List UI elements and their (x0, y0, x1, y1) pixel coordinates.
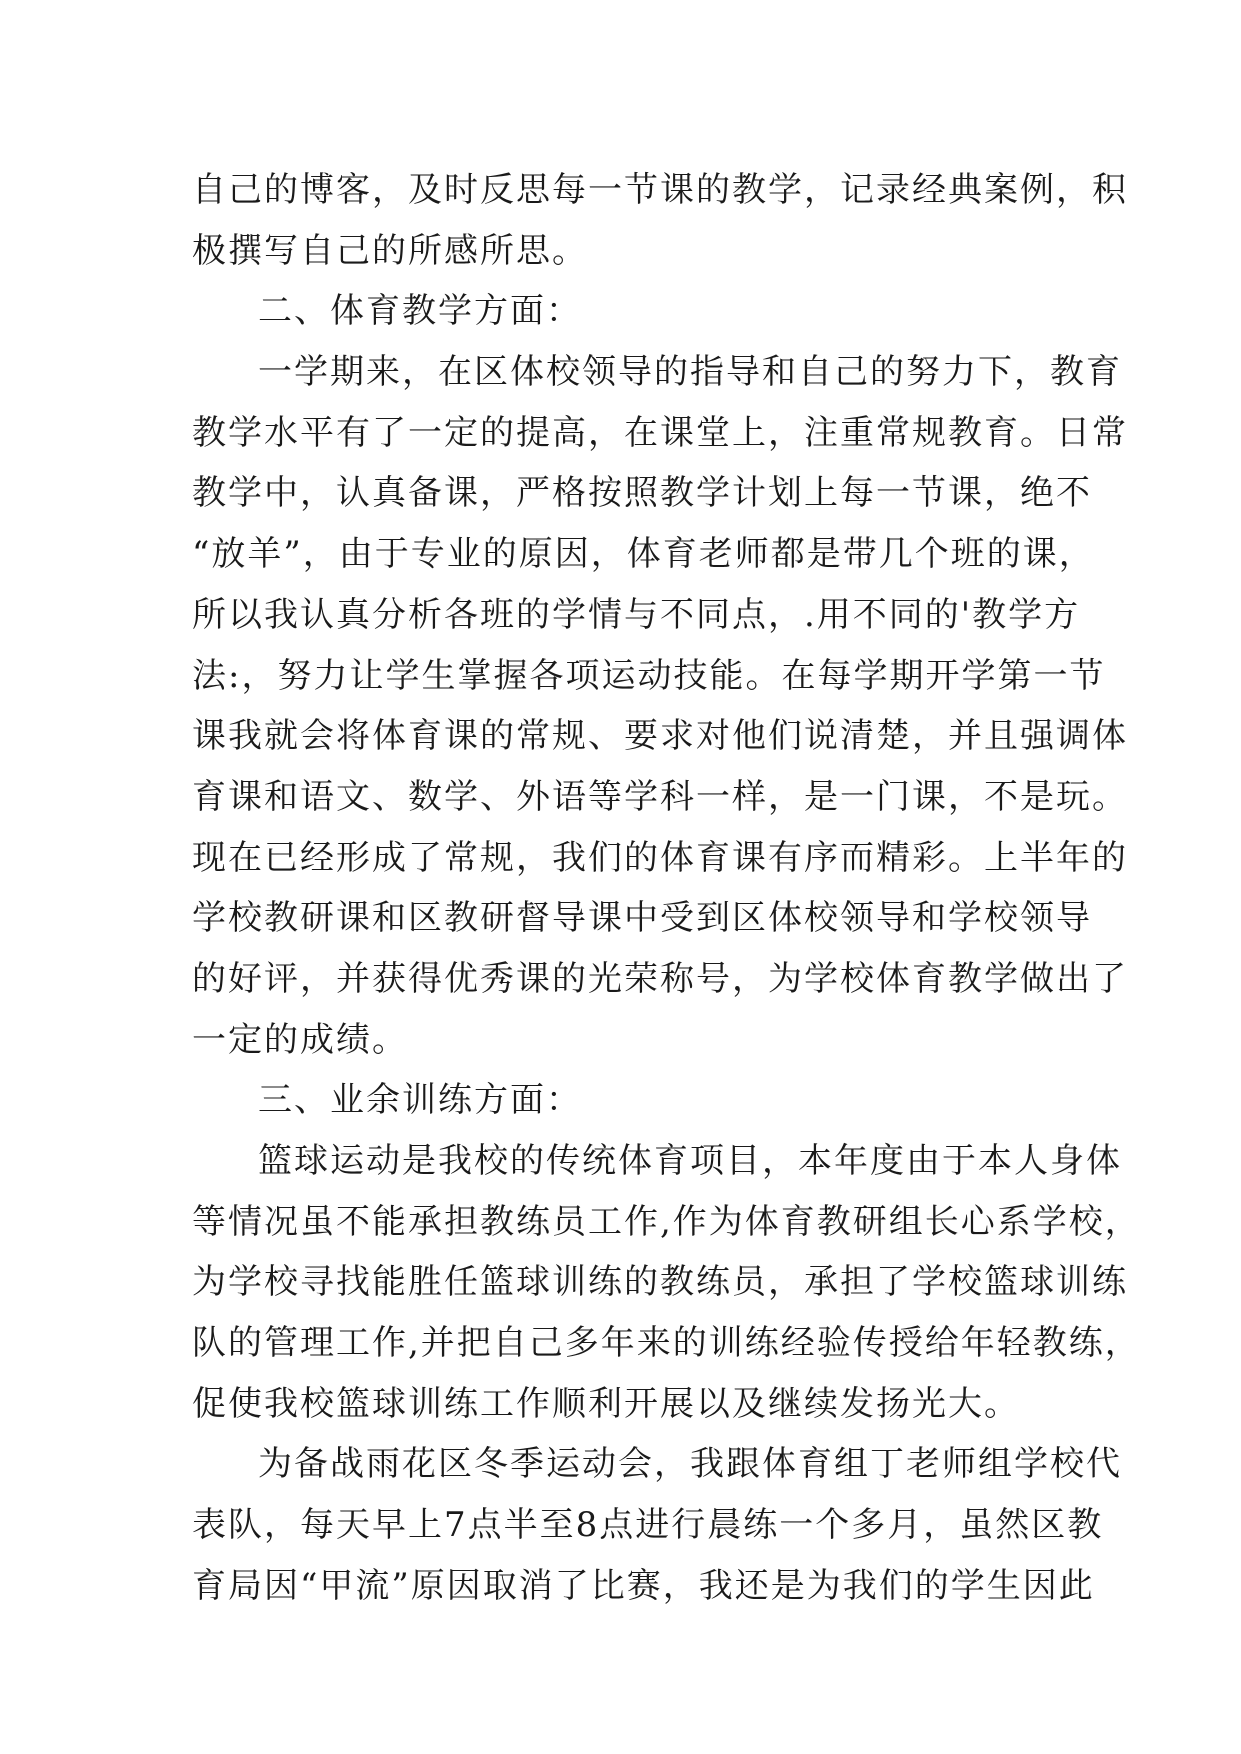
text-line: 育局因“甲流”原因取消了比赛，我还是为我们的学生因此 (192, 1565, 1095, 1606)
text-line: 学校教研课和区教研督导课中受到区体校领导和学校领导 (192, 898, 1092, 939)
section-heading: 三、业余训练方面： (258, 1080, 582, 1121)
text-line: 队的管理工作,并把自己多年来的训练经验传授给年轻教练， (192, 1323, 1141, 1364)
text-line: 表队，每天早上7点半至8点进行晨练一个多月，虽然区教 (192, 1505, 1104, 1546)
text-line: 的好评，并获得优秀课的光荣称号，为学校体育教学做出了 (192, 958, 1128, 999)
text-line: 极撰写自己的所感所思。 (192, 230, 588, 271)
text-line: 促使我校篮球训练工作顺利开展以及继续发扬光大。 (192, 1383, 1020, 1424)
text-line: 篮球运动是我校的传统体育项目，本年度由于本人身体 (258, 1141, 1122, 1181)
text-line: 一定的成绩。 (192, 1019, 408, 1060)
text-line: 课我就会将体育课的常规、要求对他们说清楚，并且强调体 (192, 716, 1128, 757)
text-line: 现在已经形成了常规，我们的体育课有序而精彩。上半年的 (192, 837, 1128, 878)
text-line: 一学期来，在区体校领导的指导和自己的努力下，教育 (258, 352, 1122, 393)
text-line: 等情况虽不能承担教练员工作,作为体育教研组长心系学校， (192, 1201, 1141, 1242)
text-line: 为备战雨花区冬季运动会，我跟体育组丁老师组学校代 (258, 1444, 1122, 1485)
text-line: 为学校寻找能胜任篮球训练的教练员，承担了学校篮球训练 (192, 1262, 1128, 1303)
document-body (192, 160, 1141, 1617)
text-line: 自己的博客，及时反思每一节课的教学，记录经典案例，积 (192, 170, 1128, 210)
text-line: 所以我认真分析各班的学情与不同点，.用不同的'教学方 (192, 594, 1081, 635)
section-heading: 二、体育教学方面： (258, 291, 582, 332)
text-line: 育课和语文、数学、外语等学科一样，是一门课，不是玩。 (192, 776, 1128, 817)
text-line: 法:，努力让学生掌握各项运动技能。在每学期开学第一节 (192, 655, 1106, 696)
text-line: 教学水平有了一定的提高，在课堂上，注重常规教育。日常 (192, 412, 1128, 453)
text-line: “放羊”，由于专业的原因，体育老师都是带几个班的课， (192, 534, 1095, 575)
text-line: 教学中，认真备课，严格按照教学计划上每一节课，绝不 (192, 473, 1092, 514)
